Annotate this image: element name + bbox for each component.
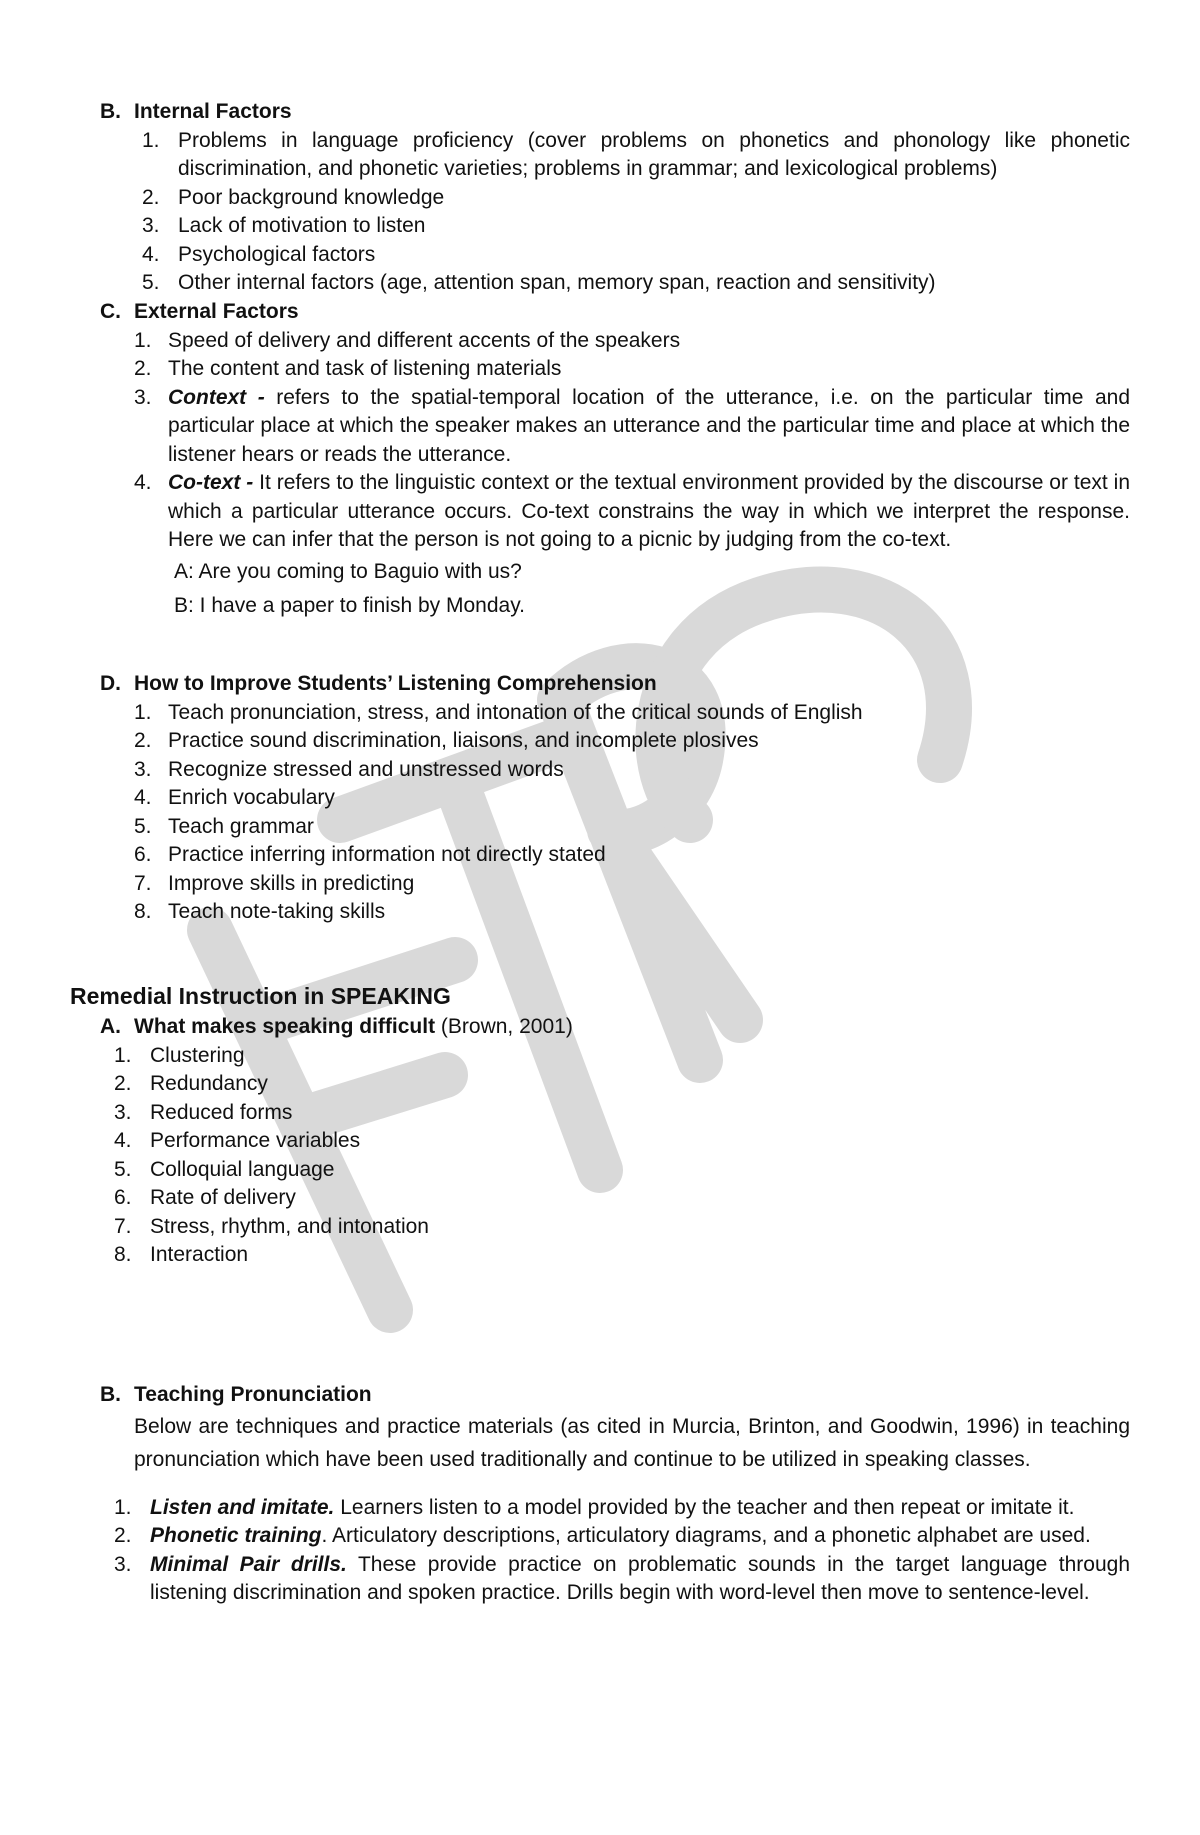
term-listen-and-imitate: Listen and imitate. xyxy=(150,1495,335,1519)
list-item: 3. Minimal Pair drills. These provide practice on problematic sounds in the target language through listening discrimination and spoken practice. Drills begin with word-level then move to sentence-level. xyxy=(114,1552,1130,1604)
list-item: 2. The content and task of listening materials xyxy=(134,357,562,380)
list-item: 5. Colloquial language xyxy=(114,1157,335,1181)
list-item: 4. Enrich vocabulary xyxy=(134,786,335,809)
section-letter: B. xyxy=(100,1383,121,1406)
list-item: 6. Rate of delivery xyxy=(114,1186,296,1209)
teaching-pronunciation-section xyxy=(100,1381,1130,1608)
list-item: 2. Phonetic training. Articulatory descriptions, articulatory diagrams, and a phonetic alphabet are used. xyxy=(114,1524,1091,1547)
list-item: 1. Speed of delivery and different accents of the speakers xyxy=(134,328,681,352)
speaking-difficulty-section xyxy=(100,1013,1130,1270)
section-heading: Internal Factors xyxy=(134,100,292,123)
section-letter: B. xyxy=(100,100,121,123)
external-factors-list xyxy=(134,327,1130,623)
term-minimal-pair-drills: Minimal Pair drills. xyxy=(150,1552,347,1576)
list-item: 1. Problems in language proficiency (cover problems on phonetics and phonology like phonetic discrimination, and phonetic varieties; problems in grammar; and lexicological problems) xyxy=(142,128,1130,180)
list-item: 1. Listen and imitate. Learners listen to a model provided by the teacher and then repeat or imitate it. xyxy=(114,1495,1075,1519)
section-heading: External Factors xyxy=(134,300,299,323)
list-item: 4. Psychological factors xyxy=(142,242,376,266)
list-item: 1. Clustering xyxy=(114,1043,245,1067)
list-item: 6. Practice inferring information not directly stated xyxy=(134,843,606,866)
list-item: 3. Context - refers to the spatial-temporal location of the utterance, i.e. on the particular time and particular place at which the speaker makes an utterance and the particular time and place at which the listener hears or reads the utterance. xyxy=(134,385,1130,466)
speaking-difficulty-list xyxy=(114,1042,1130,1270)
term-co-text: Co-text - xyxy=(168,471,254,494)
section-heading: What makes speaking difficult xyxy=(134,1015,436,1038)
list-item: 2. Poor background knowledge xyxy=(142,185,445,209)
section-heading: How to Improve Students’ Listening Comprehension xyxy=(134,672,657,695)
list-item: 7. Improve skills in predicting xyxy=(134,871,415,895)
improve-listening-section xyxy=(100,670,1130,927)
list-item: 3. Lack of motivation to listen xyxy=(142,214,426,237)
list-item: 1. Teach pronunciation, stress, and intonation of the critical sounds of English xyxy=(134,700,863,724)
citation: (Brown, 2001) xyxy=(435,1015,573,1038)
list-item: 4. Co-text - It refers to the linguistic context or the textual environment provided by the discourse or text in which a particular utterance occurs. Co-text constrains the way in which we interpret the response. Here we can infer that the person is not going to a picnic by judging from the co-text. xyxy=(134,471,1130,551)
dialogue-line: B: I have a paper to finish by Monday. xyxy=(174,593,525,617)
list-item: 2. Practice sound discrimination, liaisons, and incomplete plosives xyxy=(134,729,759,752)
term-context: Context - xyxy=(168,385,265,409)
list-item: 3. Recognize stressed and unstressed words xyxy=(134,757,564,781)
list-item: 2. Redundancy xyxy=(114,1072,268,1095)
external-factors-section xyxy=(100,298,1130,623)
section-letter: A. xyxy=(100,1015,121,1038)
list-item: 7. Stress, rhythm, and intonation xyxy=(114,1214,429,1238)
dialogue-line: A: Are you coming to Baguio with us? xyxy=(174,559,522,583)
section-heading: Teaching Pronunciation xyxy=(134,1383,372,1406)
list-item: 3. Reduced forms xyxy=(114,1100,293,1124)
list-item: 5. Teach grammar xyxy=(134,814,314,838)
section-letter: D. xyxy=(100,672,121,695)
intro-paragraph: Below are techniques and practice materials (as cited in Murcia, Brinton, and Goodwin, 1996) in teaching pronunciation which have been used traditionally and continue to be utilized in speaking classes. xyxy=(134,1414,1130,1471)
dialogue xyxy=(134,555,1130,623)
internal-factors-list xyxy=(142,127,1130,298)
pronunciation-techniques-list xyxy=(114,1494,1130,1608)
list-item: 4. Performance variables xyxy=(114,1129,361,1152)
improve-listening-list xyxy=(134,699,1130,927)
speaking-title: Remedial Instruction in SPEAKING xyxy=(70,983,451,1009)
term-phonetic-training: Phonetic training xyxy=(150,1524,322,1547)
list-item: 8. Interaction xyxy=(114,1243,249,1266)
internal-factors-section xyxy=(100,98,1130,298)
list-item: 5. Other internal factors (age, attention span, memory span, reaction and sensitivity) xyxy=(142,271,936,294)
section-letter: C. xyxy=(100,300,121,323)
list-item: 8. Teach note-taking skills xyxy=(134,900,386,923)
